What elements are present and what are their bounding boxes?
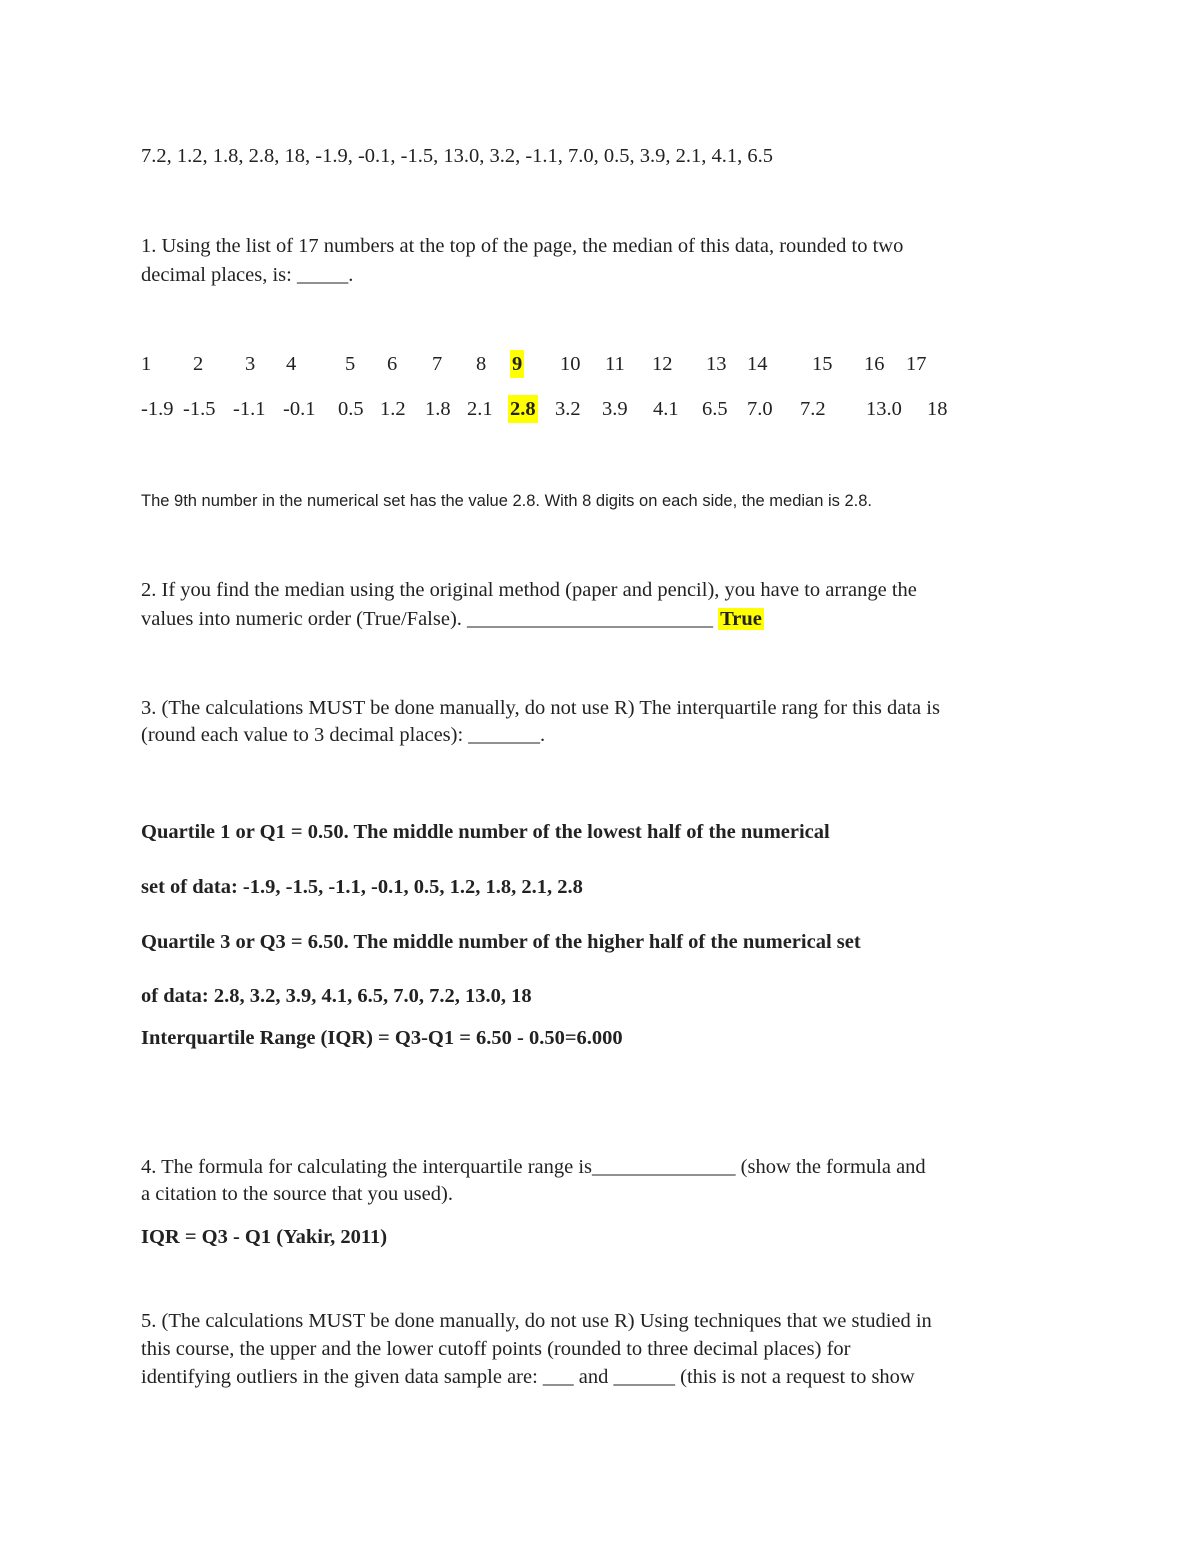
ordered-index: 2: [193, 353, 204, 375]
ordered-index: 4: [286, 353, 297, 375]
data-list: 7.2, 1.2, 1.8, 2.8, 18, -1.9, -0.1, -1.5, 13.0, 3.2, -1.1, 7.0, 0.5, 3.9, 2.1, 4.1, 6.5: [141, 145, 774, 167]
median-explanation: The 9th number in the numerical set has the value 2.8. With 8 digits on each side, the median is 2.8.: [141, 492, 872, 510]
ordered-value: 3.9: [602, 398, 628, 420]
ordered-value: 0.5: [338, 398, 364, 420]
ordered-index: 7: [432, 353, 443, 375]
ordered-value: 18: [927, 398, 948, 420]
question-2-answer: True: [720, 608, 762, 630]
ordered-value: -1.9: [141, 398, 174, 420]
question-4-line-2: a citation to the source that you used).: [141, 1183, 453, 1205]
q3-answer-upper-half: of data: 2.8, 3.2, 3.9, 4.1, 6.5, 7.0, 7.2, 13.0, 18: [141, 985, 532, 1007]
ordered-value: 7.0: [747, 398, 773, 420]
question-5-line-1: 5. (The calculations MUST be done manually, do not use R) Using techniques that we studied in: [141, 1310, 932, 1332]
ordered-index: 14: [747, 353, 768, 375]
ordered-index: 1: [141, 353, 152, 375]
ordered-index: 8: [476, 353, 487, 375]
q3-answer-lower-half: set of data: -1.9, -1.5, -1.1, -0.1, 0.5, 1.2, 1.8, 2.1, 2.8: [141, 876, 583, 898]
question-3-line-1: 3. (The calculations MUST be done manually, do not use R) The interquartile rang for this data is: [141, 697, 940, 719]
question-4-line-1: 4. The formula for calculating the interquartile range is______________ (show the formula and: [141, 1156, 926, 1178]
ordered-value: 7.2: [800, 398, 826, 420]
ordered-index: 12: [652, 353, 673, 375]
ordered-index: 6: [387, 353, 398, 375]
ordered-value: -0.1: [283, 398, 316, 420]
ordered-value: 1.8: [425, 398, 451, 420]
ordered-value: 1.2: [380, 398, 406, 420]
q3-answer-iqr: Interquartile Range (IQR) = Q3-Q1 = 6.50 - 0.50=6.000: [141, 1027, 623, 1049]
question-2-text: values into numeric order (True/False). ________________________: [141, 608, 714, 630]
ordered-index: 5: [345, 353, 356, 375]
ordered-index: 9: [510, 350, 524, 378]
ordered-index: 17: [906, 353, 927, 375]
question-4-answer: IQR = Q3 - Q1 (Yakir, 2011): [141, 1226, 388, 1248]
q3-answer-quartile-3: Quartile 3 or Q3 = 6.50. The middle number of the higher half of the numerical set: [141, 931, 861, 953]
question-1-line-2: decimal places, is: _____.: [141, 264, 354, 286]
ordered-value: 13.0: [866, 398, 902, 420]
ordered-index: 13: [706, 353, 727, 375]
question-3-line-2: (round each value to 3 decimal places): _______.: [141, 724, 546, 746]
ordered-value: 2.8: [508, 395, 538, 423]
ordered-index: 11: [605, 353, 625, 375]
q3-answer-quartile-1: Quartile 1 or Q1 = 0.50. The middle number of the lowest half of the numerical: [141, 821, 830, 843]
ordered-index: 10: [560, 353, 581, 375]
question-5-line-2: this course, the upper and the lower cutoff points (rounded to three decimal places) for: [141, 1338, 851, 1360]
ordered-index: 16: [864, 353, 885, 375]
ordered-value: -1.1: [233, 398, 266, 420]
ordered-value: 3.2: [555, 398, 581, 420]
question-2-line-1: 2. If you find the median using the original method (paper and pencil), you have to arrange the: [141, 579, 917, 601]
ordered-index: 15: [812, 353, 833, 375]
ordered-value: 2.1: [467, 398, 493, 420]
question-2-line-2: [141, 605, 764, 633]
ordered-value: -1.5: [183, 398, 216, 420]
ordered-index: 3: [245, 353, 256, 375]
ordered-value: 6.5: [702, 398, 728, 420]
ordered-value: 4.1: [653, 398, 679, 420]
question-1-line-1: 1. Using the list of 17 numbers at the top of the page, the median of this data, rounded to two: [141, 235, 904, 257]
question-5-line-3: identifying outliers in the given data sample are: ___ and ______ (this is not a request to show: [141, 1366, 915, 1388]
